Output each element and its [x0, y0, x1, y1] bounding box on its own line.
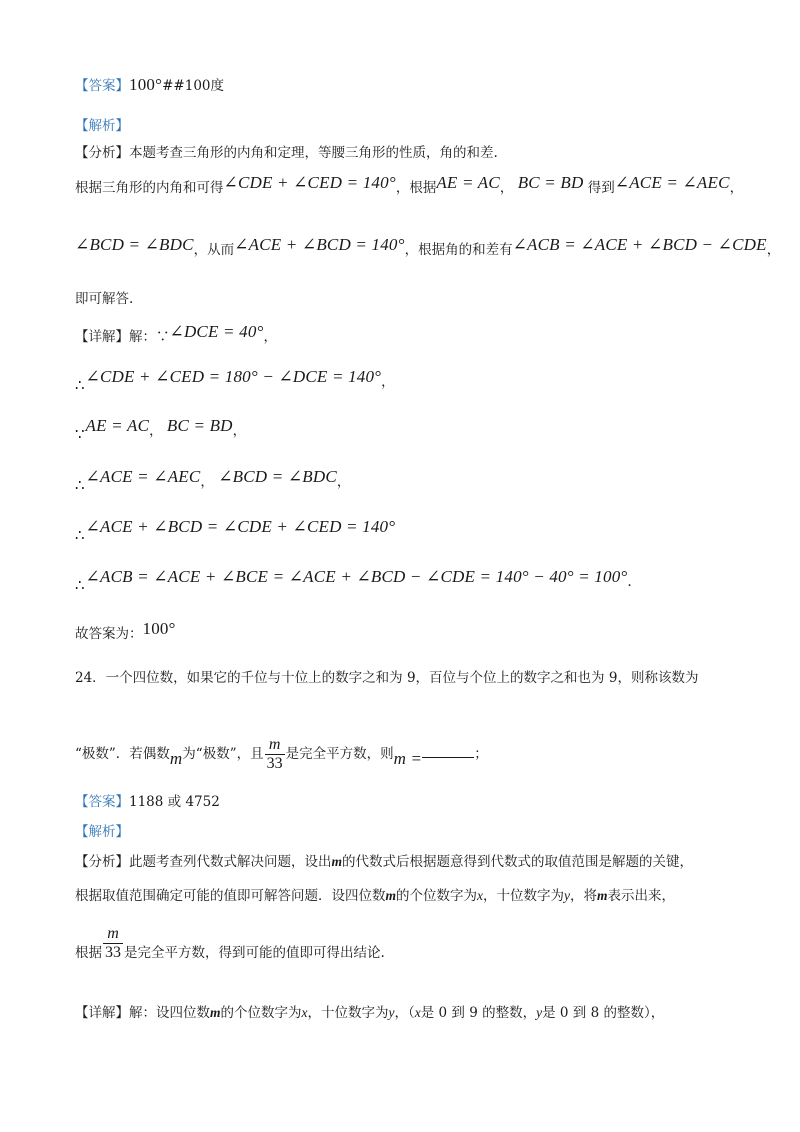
text: ，	[232, 423, 247, 439]
q23-final-line	[75, 619, 176, 643]
variable-x: x	[477, 888, 484, 903]
answer-value: 100°	[129, 75, 163, 94]
text: 解：设四位数	[129, 1005, 210, 1021]
text: 是完全平方数，则	[285, 746, 394, 762]
text: ，根据	[395, 180, 437, 196]
equation: AE = AC	[436, 173, 500, 192]
detail-tag: 【详解】	[75, 329, 129, 345]
text: “极数”．若偶数	[75, 746, 170, 762]
q23-step-4	[75, 517, 396, 544]
equation: ∠CDE + ∠CED = 180° − ∠DCE = 140°	[85, 367, 382, 386]
q24-answer-line	[75, 793, 220, 811]
therefore-symbol: ∴	[75, 576, 85, 594]
text: 得到	[587, 180, 615, 196]
text: 是 0 到 9 的整数，	[420, 1005, 537, 1021]
equation: AE = AC	[85, 416, 150, 435]
text: ，（	[394, 1005, 415, 1021]
fraction-numerator: m	[268, 736, 281, 753]
text: 是完全平方数，得到可能的值即可得出结论.	[124, 945, 385, 961]
detail-tag: 【详解】	[75, 1005, 129, 1021]
equation: ∠ACE = ∠AEC	[614, 173, 730, 192]
text: ，从而	[193, 242, 235, 258]
text: ，	[499, 180, 514, 196]
text: 故答案为：	[75, 626, 143, 642]
equation: m =	[393, 749, 423, 768]
q23-fenxi-line	[75, 144, 498, 162]
variable-m: m	[597, 888, 608, 903]
text: ，将	[570, 888, 598, 904]
text: 表示出来，	[607, 888, 676, 904]
equation: ∠ACE + ∠BCD = 140°	[234, 235, 405, 254]
q24-fenxi-line-3	[75, 925, 385, 972]
equation: ∠ACE + ∠BCD = ∠CDE + ∠CED = 140°	[85, 517, 396, 536]
final-answer: 100°	[142, 619, 176, 638]
variable-y: y	[564, 888, 571, 903]
q23-analysis-line-2	[75, 235, 781, 259]
answer-alt: ##100度	[162, 78, 224, 94]
answer-value: 1188 或 4752	[129, 794, 220, 810]
q23-step-5	[75, 567, 632, 594]
q24-stem-line-1	[75, 669, 698, 687]
variable-m: m	[210, 1005, 221, 1020]
text: .	[627, 574, 632, 590]
fenxi-text: 本题考查三角形的内角和定理，等腰三角形的性质，角的和差.	[129, 145, 498, 161]
variable-y: y	[388, 1005, 395, 1020]
text: ，根据角的和差有	[404, 242, 513, 258]
text: ，	[336, 474, 351, 490]
equation: BC = BD	[166, 416, 233, 435]
variable-x: x	[301, 1005, 308, 1020]
therefore-symbol: ∴	[75, 476, 85, 494]
because-symbol: ∵	[75, 425, 85, 443]
text: 根据三角形的内角和可得	[75, 180, 224, 196]
equation: ∠DCE = 40°	[169, 322, 264, 341]
answer-tag: 【答案】	[75, 78, 129, 94]
text: ，	[263, 329, 278, 345]
q23-analysis-line-3	[75, 290, 133, 308]
q24-analysis-line	[75, 823, 129, 841]
q23-step-3	[75, 467, 351, 494]
q23-analysis-line-1	[75, 173, 744, 197]
variable-m: m	[331, 854, 343, 869]
therefore-symbol: ∴	[75, 376, 85, 394]
q23-step-2	[75, 416, 247, 443]
text: 的代数式后根据题意得到代数式的取值范围是解题的关键，	[342, 854, 694, 870]
equation: ∠BCD = ∠BDC	[75, 235, 194, 254]
variable-x: x	[414, 1005, 421, 1020]
question-stem: 24．一个四位数，如果它的千位与十位上的数字之和为 9，百位与个位上的数字之和也为 9，则称该数为	[75, 670, 699, 686]
fraction-m-over-33	[103, 925, 123, 962]
text: 此题考查列代数式解决问题，设出	[129, 854, 332, 870]
text: 解：∵	[129, 329, 170, 345]
text: ，	[200, 474, 214, 490]
q24-fenxi-line-2	[75, 887, 675, 905]
q24-fenxi-line-1	[75, 853, 693, 871]
analysis-tag: 【解析】	[75, 118, 129, 134]
text: 的个位数字为	[220, 1005, 302, 1021]
text: 根据	[75, 945, 102, 961]
text: ，	[381, 374, 395, 390]
equation: BC = BD	[517, 173, 584, 192]
q23-step-1	[75, 367, 395, 394]
equation: ∠CDE + ∠CED = 140°	[223, 173, 396, 192]
variable-m: m	[385, 888, 397, 903]
q24-detail-line	[75, 1004, 664, 1022]
variable-m: m	[169, 749, 183, 768]
text: 的个位数字为	[396, 888, 478, 904]
text: ；	[474, 746, 488, 762]
q23-detail-line	[75, 322, 278, 346]
text: ，	[766, 242, 781, 258]
fenxi-tag: 【分析】	[75, 145, 129, 161]
text: ，	[149, 423, 163, 439]
therefore-symbol: ∴	[75, 526, 85, 544]
fraction-denominator: 33	[105, 944, 121, 961]
equation: ∠BCD = ∠BDC	[218, 467, 337, 486]
text: ，十位数字为	[307, 1005, 389, 1021]
equation: ∠ACE = ∠AEC	[85, 467, 201, 486]
fenxi-tag: 【分析】	[75, 854, 129, 870]
equation: ∠ACB = ∠ACE + ∠BCD − ∠CDE	[512, 235, 767, 254]
answer-blank	[422, 745, 474, 758]
text: 即可解答.	[75, 291, 134, 307]
text: 为“极数”，且	[182, 746, 264, 762]
answer-tag: 【答案】	[75, 794, 129, 810]
fraction-numerator: m	[107, 925, 119, 942]
text: ，	[729, 180, 744, 196]
variable-y: y	[536, 1005, 543, 1020]
equation: ∠ACB = ∠ACE + ∠BCE = ∠ACE + ∠BCD − ∠CDE = 140° − 40° = 100°	[85, 567, 628, 586]
q24-stem-line-2	[75, 736, 488, 773]
q23-answer-line	[75, 76, 224, 95]
fraction-denominator: 33	[266, 755, 283, 772]
text: 根据取值范围确定可能的值即可解答问题．设四位数	[75, 888, 386, 904]
q23-analysis-line	[75, 117, 129, 135]
text: ，十位数字为	[483, 888, 565, 904]
text: 是 0 到 8 的整数），	[542, 1005, 665, 1021]
analysis-tag: 【解析】	[75, 824, 129, 840]
fraction-m-over-33	[265, 736, 285, 773]
